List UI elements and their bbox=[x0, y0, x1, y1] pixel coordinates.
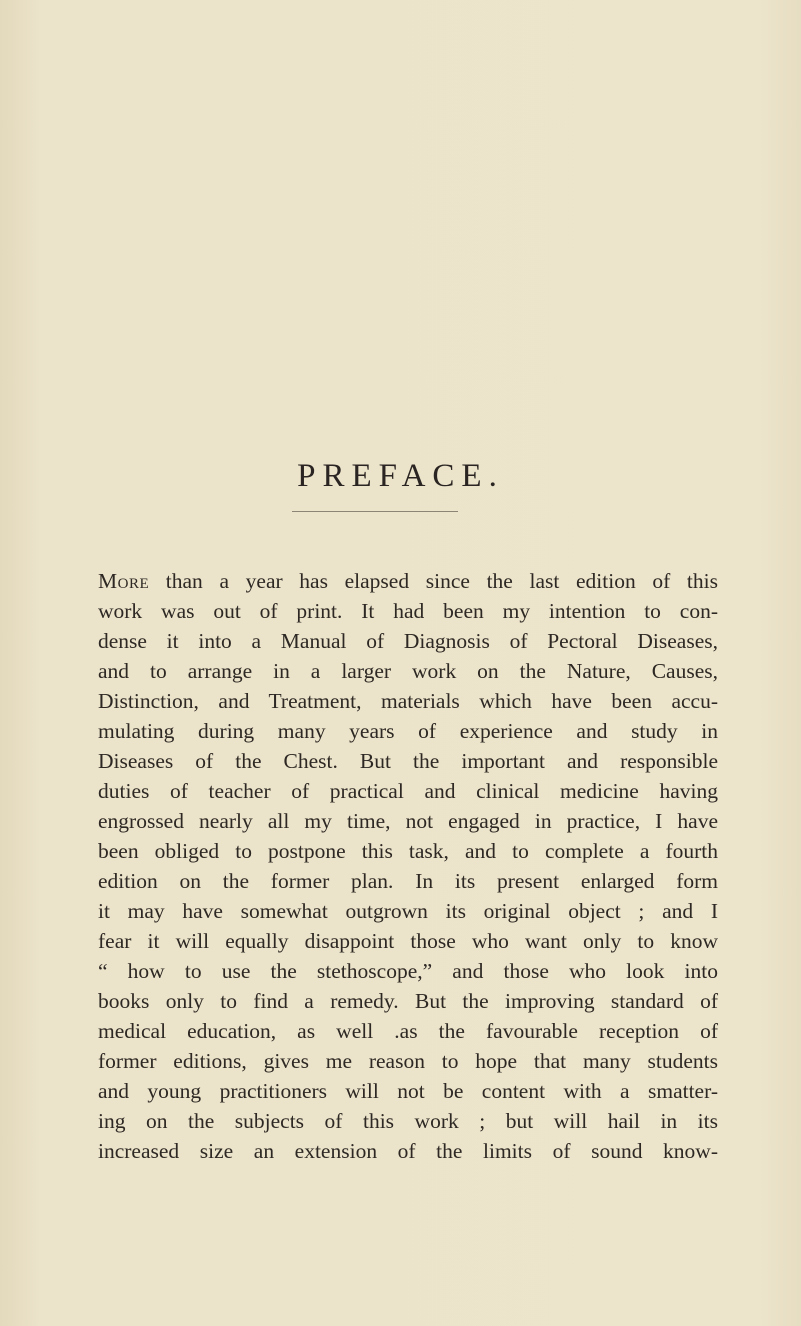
page-title: PREFACE. bbox=[297, 458, 504, 494]
text-line: engrossed nearly all my time, not engaged in practice, I have bbox=[98, 809, 718, 833]
text-line: been obliged to postpone this task, and to complete a fourth bbox=[98, 839, 718, 863]
text-line: fear it will equally disappoint those who want only to know bbox=[98, 929, 718, 953]
text-line: increased size an extension of the limits of sound know- bbox=[98, 1139, 718, 1163]
text-line: mulating during many years of experience and study in bbox=[98, 719, 718, 743]
text-line-1 bbox=[98, 566, 718, 596]
preface-body bbox=[98, 566, 718, 1166]
text-line: medical education, as well .as the favourable reception of bbox=[98, 1019, 718, 1043]
text-line: former editions, gives me reason to hope that many students bbox=[98, 1049, 718, 1073]
text-line: Diseases of the Chest. But the important and responsible bbox=[98, 749, 718, 773]
text-line: dense it into a Manual of Diagnosis of Pectoral Diseases, bbox=[98, 629, 718, 653]
text-line: and young practitioners will not be content with a smatter- bbox=[98, 1079, 718, 1103]
text-line: Distinction, and Treatment, materials which have been accu- bbox=[98, 689, 718, 713]
text-line: books only to find a remedy. But the improving standard of bbox=[98, 989, 718, 1013]
text-line: and to arrange in a larger work on the Nature, Causes, bbox=[98, 659, 718, 683]
text-line: work was out of print. It had been my intention to con- bbox=[98, 599, 718, 623]
text-line: it may have somewhat outgrown its original object ; and I bbox=[98, 899, 718, 923]
text-line: ing on the subjects of this work ; but will hail in its bbox=[98, 1109, 718, 1133]
first-line-rest: than a year has elapsed since the last edition of this bbox=[149, 569, 718, 593]
title-rule-divider bbox=[292, 511, 458, 512]
drop-word: More bbox=[98, 569, 150, 593]
text-line: edition on the former plan. In its present enlarged form bbox=[98, 869, 718, 893]
text-line: duties of teacher of practical and clinical medicine having bbox=[98, 779, 718, 803]
text-line: “ how to use the stethoscope,” and those who look into bbox=[98, 959, 718, 983]
